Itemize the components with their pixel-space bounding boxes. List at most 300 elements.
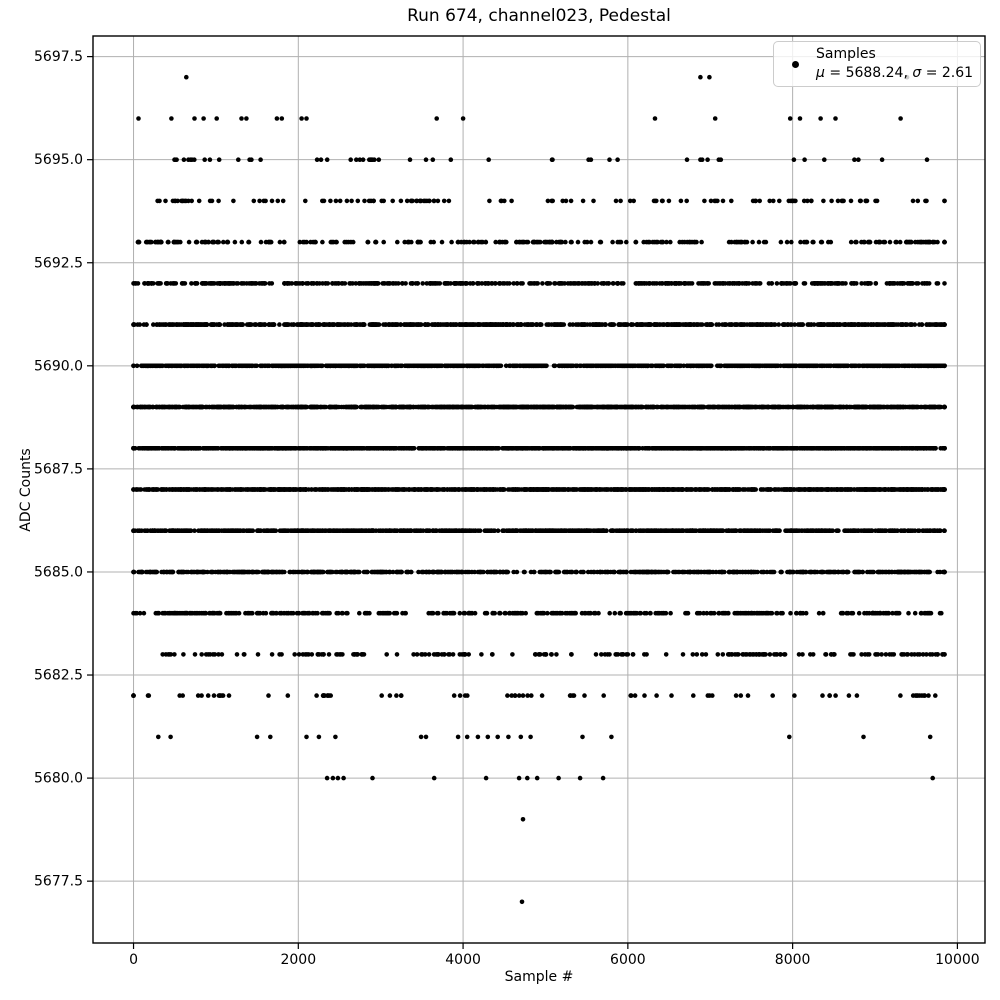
sample-point [613, 652, 618, 657]
sample-point [293, 446, 298, 451]
sample-point [516, 611, 521, 616]
sample-point [250, 570, 255, 575]
sample-point [644, 487, 649, 492]
sample-point [911, 693, 916, 698]
sample-point [577, 528, 582, 533]
sample-point [409, 570, 414, 575]
sample-point [699, 570, 704, 575]
sample-point [392, 528, 397, 533]
sample-point [214, 487, 219, 492]
sample-point [672, 487, 677, 492]
sample-point [196, 693, 201, 698]
sample-point [314, 693, 319, 698]
sample-point [911, 528, 916, 533]
sample-point [334, 652, 339, 657]
sample-point [774, 487, 779, 492]
sample-point [212, 611, 217, 616]
sample-point [638, 611, 643, 616]
sample-point [565, 570, 570, 575]
sample-point [295, 611, 300, 616]
sample-point [664, 652, 669, 657]
sample-point [884, 528, 889, 533]
sample-point [668, 611, 673, 616]
sample-point [633, 611, 638, 616]
sample-point [328, 528, 333, 533]
sample-point [425, 487, 430, 492]
sample-point [131, 693, 136, 698]
sample-point [359, 446, 364, 451]
sample-point [171, 528, 176, 533]
sample-point [322, 693, 327, 698]
sample-point [242, 652, 247, 657]
sample-point [388, 570, 393, 575]
sample-point [524, 487, 529, 492]
sample-point [695, 652, 700, 657]
sample-point [793, 528, 798, 533]
sample-point [570, 570, 575, 575]
sample-point [299, 570, 304, 575]
sample-point [650, 487, 655, 492]
sample-point [738, 570, 743, 575]
sample-point [906, 611, 911, 616]
sample-point [164, 487, 169, 492]
sample-point [821, 611, 826, 616]
sample-point [147, 693, 152, 698]
sample-point [491, 611, 496, 616]
sample-point [331, 776, 336, 781]
sample-point [896, 570, 901, 575]
sample-point [481, 570, 486, 575]
sample-point [339, 570, 344, 575]
sample-point [515, 570, 520, 575]
sample-point [807, 570, 812, 575]
sample-point [529, 693, 534, 698]
sample-point [364, 528, 369, 533]
sample-point [150, 528, 155, 533]
sample-point [861, 735, 866, 740]
sample-point [209, 528, 214, 533]
sample-point [370, 776, 375, 781]
sample-point [192, 528, 197, 533]
sample-point [899, 652, 904, 657]
sample-point [525, 776, 530, 781]
sample-point [419, 652, 424, 657]
sample-point [670, 528, 675, 533]
sample-point [601, 693, 606, 698]
sample-point [216, 652, 221, 657]
sample-point [227, 693, 232, 698]
sample-point [181, 652, 186, 657]
sample-point [592, 570, 597, 575]
sample-point [206, 693, 211, 698]
sample-point [841, 611, 846, 616]
sample-point [363, 611, 368, 616]
sample-point [467, 611, 472, 616]
sample-point [433, 528, 438, 533]
sample-point [646, 528, 651, 533]
sample-point [588, 611, 593, 616]
sample-point [474, 487, 479, 492]
sample-point [784, 487, 789, 492]
sample-point [586, 487, 591, 492]
sample-point [240, 487, 245, 492]
sample-point [340, 652, 345, 657]
tick-marks [87, 57, 957, 949]
sample-point [432, 776, 437, 781]
sample-point [328, 693, 333, 698]
sample-point [669, 693, 674, 698]
sample-point [687, 487, 692, 492]
sample-point [486, 735, 491, 740]
y-tick-label: 5692.5 [34, 255, 83, 272]
sample-point [941, 570, 946, 575]
sample-point [639, 528, 644, 533]
sample-point [336, 776, 341, 781]
sample-point [452, 570, 457, 575]
sample-point [916, 487, 921, 492]
sample-point [562, 528, 567, 533]
sample-point [158, 528, 163, 533]
sample-point [239, 570, 244, 575]
sample-point [654, 693, 659, 698]
sample-point [746, 693, 751, 698]
sample-point [131, 487, 136, 492]
sample-point [574, 570, 579, 575]
sample-point [279, 652, 284, 657]
sample-point [427, 570, 432, 575]
sample-point [851, 611, 856, 616]
sample-point [156, 735, 161, 740]
sample-point [405, 570, 410, 575]
sample-point [917, 693, 922, 698]
sample-point [608, 570, 613, 575]
sample-point [286, 693, 291, 698]
sample-point [334, 611, 339, 616]
sample-point [765, 570, 770, 575]
sample-point [411, 652, 416, 657]
sample-point [829, 652, 834, 657]
sample-point [814, 528, 819, 533]
sample-point [297, 487, 302, 492]
sample-point [327, 652, 332, 657]
sample-point [220, 487, 225, 492]
sample-point [618, 611, 623, 616]
sample-point [256, 611, 261, 616]
sample-point [510, 652, 515, 657]
sample-point [779, 611, 784, 616]
sample-point [402, 487, 407, 492]
sample-point [554, 652, 559, 657]
sample-point [696, 487, 701, 492]
sample-point [154, 611, 159, 616]
sample-point [295, 528, 300, 533]
sample-point [463, 693, 468, 698]
sample-point [352, 570, 357, 575]
sample-point [263, 570, 268, 575]
sample-point [321, 611, 326, 616]
sample-point [183, 611, 188, 616]
sample-point [301, 528, 306, 533]
x-tick-label: 8000 [774, 952, 811, 968]
sample-point [706, 528, 711, 533]
sample-point [261, 487, 266, 492]
sample-point [246, 528, 251, 533]
sample-point [313, 487, 318, 492]
sample-point [265, 528, 270, 533]
sample-point [434, 652, 439, 657]
sample-point [753, 528, 758, 533]
sample-point [933, 693, 938, 698]
sample-point [484, 528, 489, 533]
sample-point [365, 487, 370, 492]
sample-point [841, 570, 846, 575]
sample-point [315, 611, 320, 616]
sample-point [455, 446, 460, 451]
sample-point [489, 570, 494, 575]
sample-point [370, 570, 375, 575]
sample-point [463, 528, 468, 533]
sample-point [814, 487, 819, 492]
sample-point [360, 652, 365, 657]
sample-point [131, 528, 136, 533]
sample-point [344, 570, 349, 575]
sample-point [228, 487, 233, 492]
sample-point [513, 693, 518, 698]
sample-point [347, 487, 352, 492]
sample-point [416, 570, 421, 575]
sample-point [541, 611, 546, 616]
sample-point [305, 528, 310, 533]
sample-point [729, 652, 734, 657]
sample-point [712, 611, 717, 616]
sample-point [886, 611, 891, 616]
sample-point [598, 570, 603, 575]
sample-point [496, 528, 501, 533]
sample-point [282, 528, 287, 533]
sample-point [855, 693, 860, 698]
sample-point [735, 487, 740, 492]
sample-point [593, 611, 598, 616]
sample-point [896, 611, 901, 616]
sample-point [594, 652, 599, 657]
sample-point [521, 693, 526, 698]
sample-point [568, 693, 573, 698]
sample-point [926, 611, 931, 616]
sample-point [890, 652, 895, 657]
scatter-points [131, 75, 947, 904]
sample-point [238, 528, 243, 533]
sample-point [458, 693, 463, 698]
sample-point [806, 487, 811, 492]
sample-point [270, 611, 275, 616]
tick-labels [34, 49, 980, 968]
sample-point [269, 487, 274, 492]
sample-point [292, 652, 297, 657]
sample-point [247, 611, 252, 616]
sample-point [820, 570, 825, 575]
sample-point [601, 528, 606, 533]
sample-point [197, 570, 202, 575]
sample-point [166, 652, 171, 657]
x-tick-label: 0 [129, 952, 138, 968]
sample-point [470, 570, 475, 575]
sample-point [535, 611, 540, 616]
sample-point [479, 652, 484, 657]
sample-point [301, 611, 306, 616]
sample-point [454, 528, 459, 533]
sample-point [507, 611, 512, 616]
sample-point [387, 528, 392, 533]
sample-point [624, 487, 629, 492]
sample-point [613, 611, 618, 616]
sample-point [928, 735, 933, 740]
sample-point [498, 611, 503, 616]
sample-point [679, 528, 684, 533]
sample-point [297, 652, 302, 657]
sample-point [310, 528, 315, 533]
sample-point [210, 487, 215, 492]
sample-point [306, 570, 311, 575]
sample-point [890, 570, 895, 575]
sample-point [913, 611, 918, 616]
sample-point [522, 570, 527, 575]
sample-point [256, 652, 261, 657]
sample-point [582, 693, 587, 698]
sample-point [412, 528, 417, 533]
sample-point [503, 611, 508, 616]
sample-point [703, 487, 708, 492]
sample-point [663, 487, 668, 492]
sample-point [850, 652, 855, 657]
sample-point [394, 487, 399, 492]
sample-point [515, 487, 520, 492]
sample-point [270, 528, 275, 533]
sample-point [321, 652, 326, 657]
sample-point [615, 487, 620, 492]
sample-point [152, 487, 157, 492]
sample-point [441, 487, 446, 492]
sample-point [713, 487, 718, 492]
sample-point [735, 652, 740, 657]
sample-point [711, 528, 716, 533]
sample-point [906, 570, 911, 575]
sample-point [869, 528, 874, 533]
sample-point [629, 570, 634, 575]
sample-point [341, 776, 346, 781]
sample-point [528, 735, 533, 740]
sample-point [535, 776, 540, 781]
sample-point [646, 570, 651, 575]
sample-point [872, 487, 877, 492]
sample-point [395, 652, 400, 657]
sample-point [317, 652, 322, 657]
sample-point [930, 776, 935, 781]
sample-point [792, 693, 797, 698]
sample-point [708, 570, 713, 575]
sample-point [581, 487, 586, 492]
sample-point [852, 528, 857, 533]
sample-point [527, 528, 532, 533]
sample-point [437, 570, 442, 575]
sample-point [378, 611, 383, 616]
y-tick-label: 5695.0 [34, 152, 83, 169]
sample-point [535, 487, 540, 492]
sample-point [878, 611, 883, 616]
sample-point [456, 735, 461, 740]
sample-point [172, 611, 177, 616]
sample-point [677, 570, 682, 575]
sample-point [770, 570, 775, 575]
sample-point [644, 652, 649, 657]
sample-point [545, 570, 550, 575]
sample-point [340, 528, 345, 533]
sample-point [575, 487, 580, 492]
x-tick-label: 4000 [445, 952, 481, 968]
sample-point [148, 570, 153, 575]
sample-point [569, 652, 574, 657]
sample-point [142, 611, 147, 616]
sample-point [803, 570, 808, 575]
sample-point [619, 652, 624, 657]
y-tick-label: 5685.0 [34, 564, 83, 581]
sample-point [661, 611, 666, 616]
sample-point [779, 570, 784, 575]
sample-point [796, 487, 801, 492]
sample-point [379, 693, 384, 698]
sample-point [599, 487, 604, 492]
sample-point [179, 611, 184, 616]
sample-point [160, 652, 165, 657]
sample-point [808, 652, 813, 657]
sample-point [163, 611, 168, 616]
sample-point [180, 693, 185, 698]
sample-point [787, 735, 792, 740]
sample-point [926, 693, 931, 698]
sample-point [940, 652, 945, 657]
sample-point [584, 528, 589, 533]
sample-point [155, 446, 160, 451]
sample-point [270, 652, 275, 657]
sample-point [519, 735, 524, 740]
sample-point [580, 735, 585, 740]
sample-point [507, 528, 512, 533]
sample-point [873, 652, 878, 657]
sample-point [610, 528, 615, 533]
y-tick-label: 5690.0 [34, 358, 83, 375]
sample-point [332, 528, 337, 533]
sample-point [750, 652, 755, 657]
x-tick-label: 2000 [280, 952, 317, 968]
sample-point [280, 487, 285, 492]
sample-point [797, 652, 802, 657]
sample-point [432, 570, 437, 575]
sample-point [365, 570, 370, 575]
sample-point [417, 487, 422, 492]
sample-point [938, 611, 943, 616]
sample-point [591, 528, 596, 533]
sample-point [218, 570, 223, 575]
sample-point [195, 487, 200, 492]
sample-point [400, 528, 405, 533]
sample-point [630, 528, 635, 533]
sample-point [489, 528, 494, 533]
sample-point [131, 570, 136, 575]
sample-point [551, 611, 556, 616]
sample-point [342, 487, 347, 492]
sample-point [933, 652, 938, 657]
sample-point [452, 693, 457, 698]
sample-point [788, 611, 793, 616]
